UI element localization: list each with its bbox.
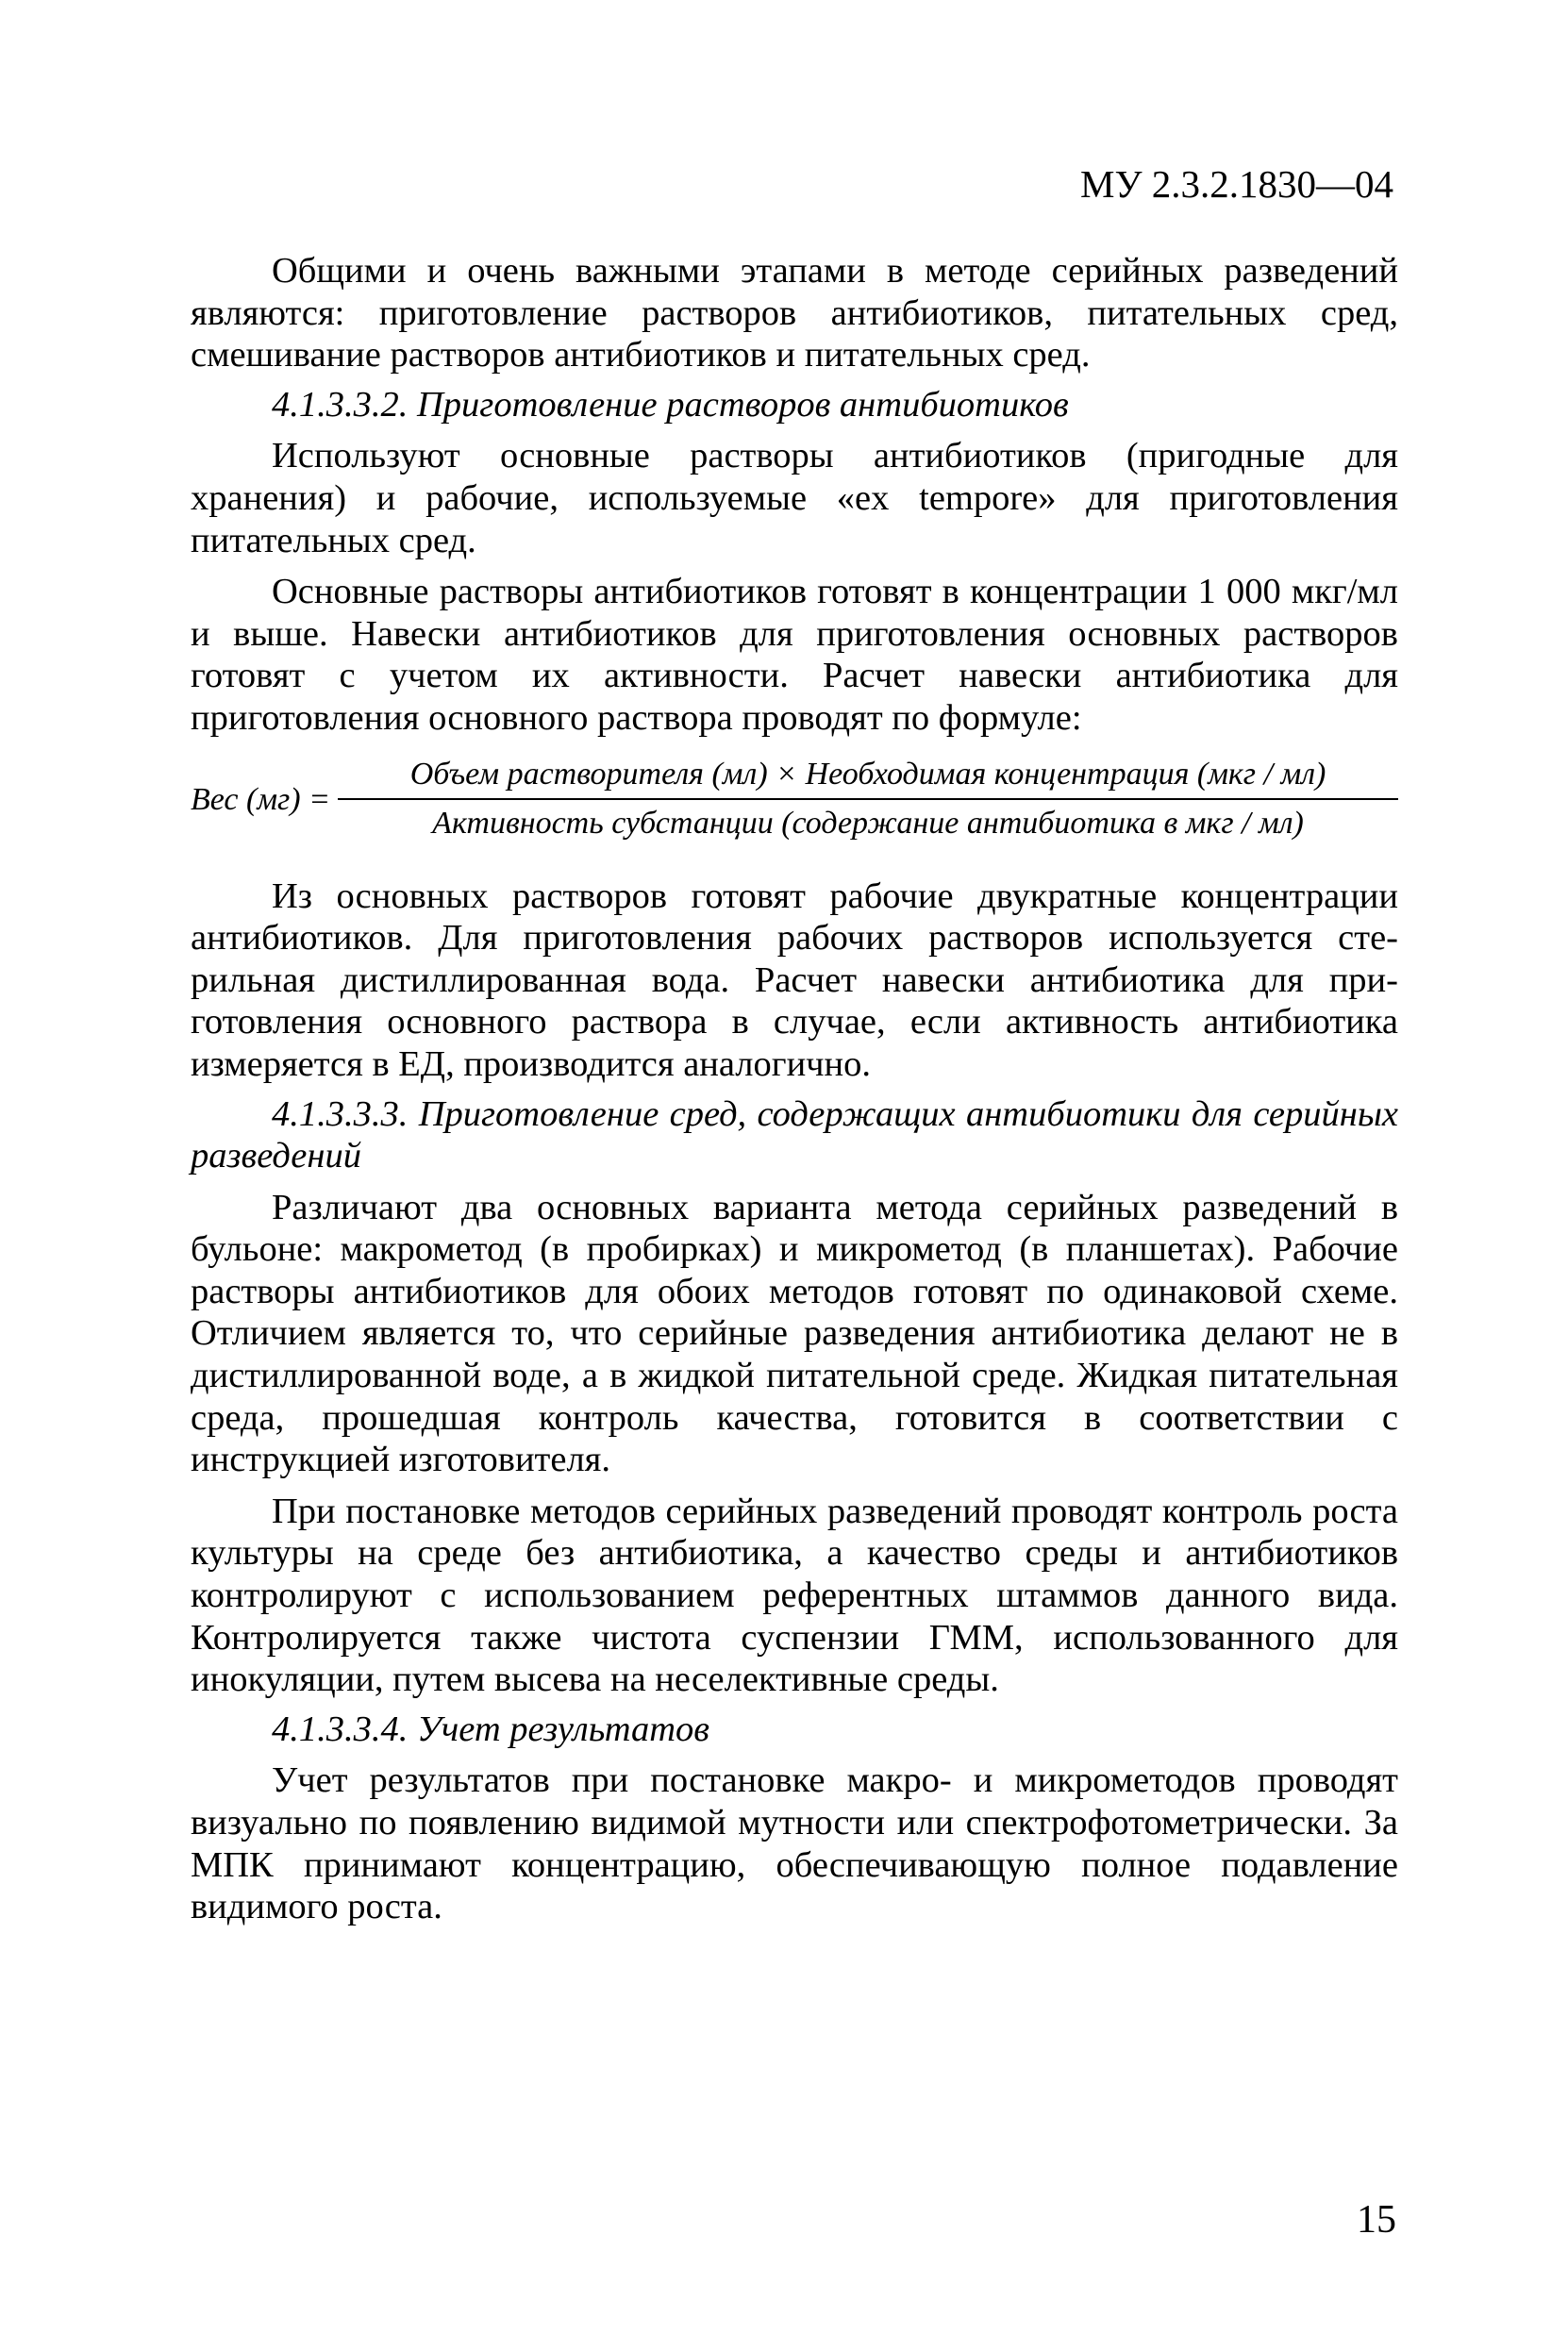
formula-numerator: Объем растворителя (мл) × Необходимая концентрация (мкг / мл) bbox=[409, 756, 1326, 792]
formula-fraction bbox=[338, 755, 1398, 843]
paragraph: Из основных растворов готовят рабочие двукратные концентрации антибиотиков. Для приготовления рабочих растворов используется стерильная дистиллированная вода. Расчет навески антибиотика для приготовления основного раствора в случае, если активность антибиотика измеряется в ЕД, производится аналогично. bbox=[191, 875, 1398, 1084]
paragraph: При постановке методов серийных разведений проводят контроль роста культуры на среде без антибиотика, а качество среды и антибиотиков контролируют с использованием референтных штаммов данного вида. Контролируется также чистота суспензии ГММ, использованного для инокуляции, путем высева на неселективные среды. bbox=[191, 1491, 1398, 1700]
weight-formula bbox=[191, 755, 1398, 843]
body-text bbox=[191, 250, 1398, 1928]
document-code: МУ 2.3.2.1830—04 bbox=[1080, 162, 1393, 206]
section-heading: 4.1.3.3.3. Приготовление сред, содержащих антибиотики для серийных разведений bbox=[191, 1093, 1398, 1176]
formula-lhs: Вес (мг) = bbox=[191, 781, 331, 817]
section-heading: 4.1.3.3.2. Приготовление растворов антибиотиков bbox=[272, 384, 1069, 425]
paragraph: Различают два основных варианта метода серийных разведений в бульоне: макрометод (в пробирках) и микрометод (в планшетах). Рабочие растворы антибиотиков для обоих методов готовят по одинаковой схеме. Отличием является то, что серийные разведения антибиотика делают не в дистиллированной воде, а в жидкой питательной среде. Жидкая питательная среда, прошедшая контроль качества, готовится в соответствии с инструкцией изготовителя. bbox=[191, 1187, 1398, 1480]
page-number: 15 bbox=[1357, 2198, 1396, 2242]
paragraph: Учет результатов при постановке макро- и микрометодов проводят визуально по появлению видимой мутности или спектрофотометрически. За МПК принимают концентрацию, обеспечивающую полное подавление видимого роста. bbox=[191, 1760, 1398, 1927]
paragraph: Основные растворы антибиотиков готовят в концентрации 1 000 мкг/мл и выше. Навески антибиотиков для приготовления основных растворов готовят с учетом их активности. Расчет навески антибиотика для приготовления основного раствора проводят по формуле: bbox=[191, 572, 1398, 738]
section-heading: 4.1.3.3.4. Учет результатов bbox=[272, 1709, 710, 1749]
formula-denominator: Активность субстанции (содержание антибиотика в мкг / мл) bbox=[432, 805, 1304, 841]
paragraph: Используют основные растворы антибиотиков (пригодные для хранения) и рабочие, используемые «ex tempore» для приготовления питательных сред. bbox=[191, 436, 1398, 560]
paragraph: Общими и очень важными этапами в методе серийных разведений являются: приготовление растворов антибиотиков, питательных сред, смешивание растворов антибиотиков и питательных сред. bbox=[191, 251, 1398, 375]
